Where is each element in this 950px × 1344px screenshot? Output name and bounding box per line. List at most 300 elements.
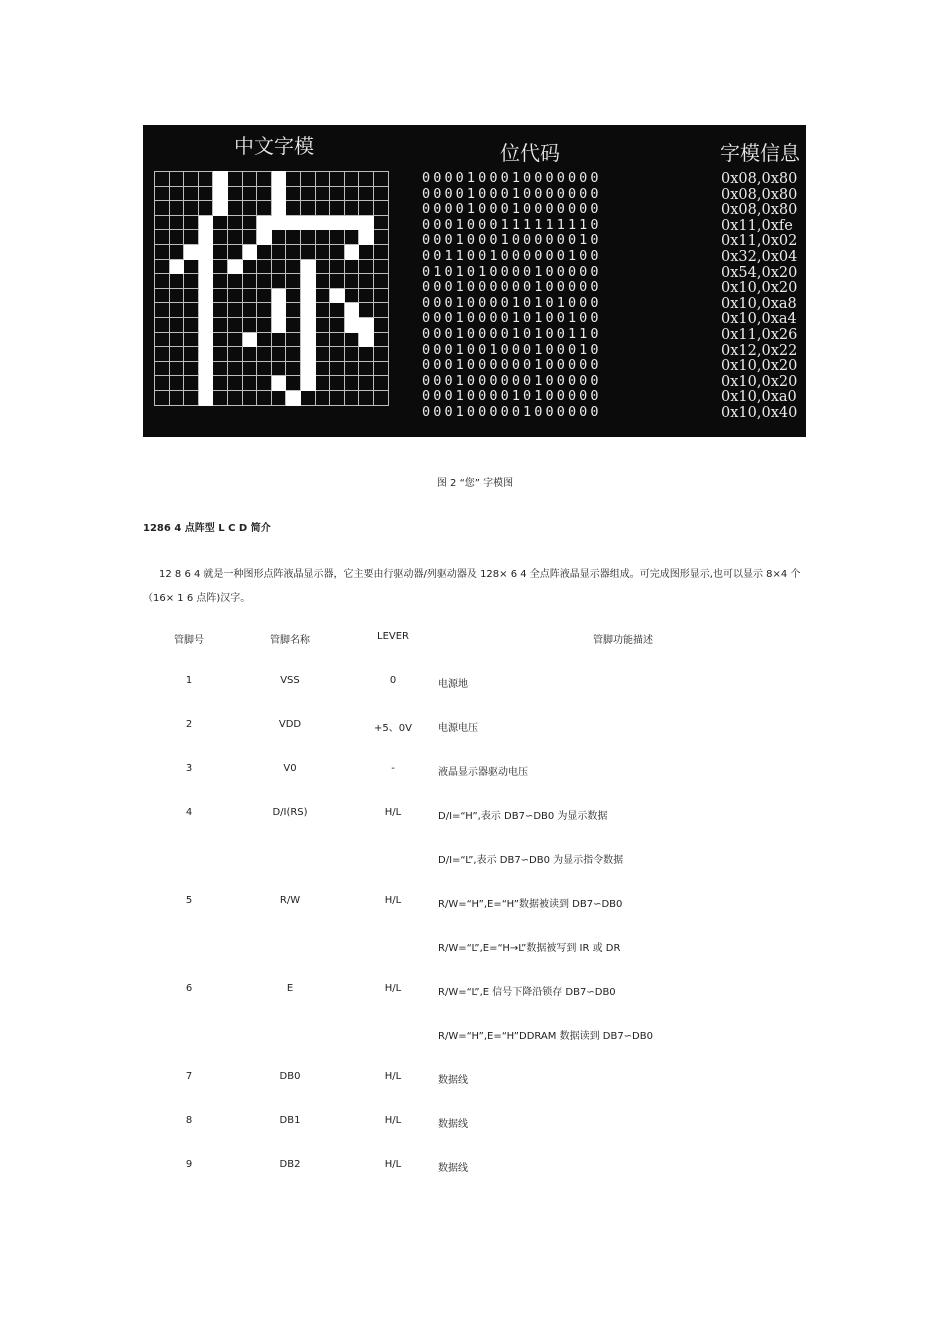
header-function: 管脚功能描述	[593, 635, 653, 646]
pin-number-cell: 8	[185, 1115, 193, 1126]
pixel-cell	[315, 274, 330, 289]
pixel-cell	[242, 259, 257, 274]
pin-name-cell: VDD	[278, 719, 302, 730]
pixel-cell	[359, 288, 374, 303]
pixel-cell	[344, 361, 359, 376]
hex-row: 0x10,0x20	[721, 358, 798, 375]
pixel-cell	[344, 230, 359, 245]
pixel-cell	[213, 230, 228, 245]
pixel-cell	[184, 347, 199, 362]
pixel-cell	[198, 347, 213, 362]
pixel-cell	[257, 390, 272, 405]
pixel-cell	[155, 215, 170, 230]
pixel-cell	[198, 317, 213, 332]
pixel-cell	[330, 259, 345, 274]
pixel-cell	[155, 186, 170, 201]
pixel-row	[155, 361, 389, 376]
pixel-cell	[300, 201, 315, 216]
pixel-cell	[227, 186, 242, 201]
pixel-cell	[169, 186, 184, 201]
pixel-cell	[315, 259, 330, 274]
pixel-cell	[373, 259, 388, 274]
pixel-cell	[169, 259, 184, 274]
pixel-cell	[184, 172, 199, 187]
pixel-cell	[300, 244, 315, 259]
pixel-cell	[213, 172, 228, 187]
pixel-cell	[344, 259, 359, 274]
pixel-cell	[373, 274, 388, 289]
pixel-cell	[286, 244, 301, 259]
pixel-cell	[359, 230, 374, 245]
pixel-cell	[359, 347, 374, 362]
pixel-cell	[373, 230, 388, 245]
pixel-cell	[271, 201, 286, 216]
pixel-cell	[315, 288, 330, 303]
pixel-cell	[271, 317, 286, 332]
bit-row: 0001000111111110	[422, 216, 602, 233]
pixel-cell	[315, 230, 330, 245]
pixel-cell	[242, 172, 257, 187]
pixel-cell	[213, 259, 228, 274]
bit-row: 0001000010100100	[422, 310, 602, 327]
pin-number-cell: 5	[185, 895, 193, 906]
table-row	[0, 1115, 950, 1131]
pixel-cell	[227, 244, 242, 259]
hex-row: 0x10,0x40	[721, 404, 798, 421]
pixel-cell	[359, 303, 374, 318]
pixel-cell	[257, 376, 272, 391]
pixel-cell	[257, 332, 272, 347]
pixel-cell	[286, 230, 301, 245]
pixel-cell	[213, 186, 228, 201]
pixel-cell	[330, 230, 345, 245]
pixel-cell	[344, 332, 359, 347]
pixel-cell	[344, 347, 359, 362]
pixel-cell	[344, 244, 359, 259]
pixel-cell	[155, 259, 170, 274]
pixel-cell	[227, 390, 242, 405]
pixel-cell	[271, 244, 286, 259]
pixel-cell	[373, 172, 388, 187]
pixel-cell	[257, 347, 272, 362]
pixel-cell	[315, 317, 330, 332]
pixel-cell	[257, 303, 272, 318]
hex-row: 0x32,0x04	[721, 248, 798, 265]
pixel-cell	[169, 347, 184, 362]
bit-row: 0001000100000010	[422, 232, 602, 249]
bit-code-block	[422, 171, 602, 421]
figure-title-bit-code: 位代码	[500, 141, 560, 165]
bit-row: 0001000010100000	[422, 388, 602, 405]
pixel-cell	[373, 347, 388, 362]
pixel-cell	[242, 332, 257, 347]
pixel-row	[155, 274, 389, 289]
pixel-cell	[242, 215, 257, 230]
function-cell: 电源地	[438, 679, 468, 690]
pixel-cell	[213, 390, 228, 405]
pixel-cell	[213, 215, 228, 230]
pixel-cell	[227, 230, 242, 245]
pixel-cell	[169, 376, 184, 391]
bit-row: 0001001000100010	[422, 341, 602, 358]
bit-row: 0011001000000100	[422, 247, 602, 264]
pixel-cell	[373, 390, 388, 405]
pixel-cell	[315, 303, 330, 318]
pixel-cell	[315, 347, 330, 362]
pixel-cell	[184, 259, 199, 274]
pixel-cell	[198, 303, 213, 318]
bit-row: 0000100010000000	[422, 185, 602, 202]
pixel-cell	[359, 259, 374, 274]
function-cell: D/I=“H”,表示 DB7∽DB0 为显示数据	[438, 811, 608, 822]
pin-number-cell: 6	[185, 983, 193, 994]
pixel-cell	[242, 390, 257, 405]
level-cell: -	[391, 763, 395, 774]
pin-name-cell: DB0	[279, 1071, 301, 1082]
pixel-cell	[330, 390, 345, 405]
intro-paragraph: 12 8 6 4 就是一种图形点阵液晶显示器，它主要由行驱动器/列驱动器及 128× 6 4 全点阵液晶显示器组成。可完成图形显示,也可以显示 8×4 个（16× 1 6 点阵)汉字。	[143, 569, 801, 604]
pixel-cell	[184, 244, 199, 259]
pixel-cell	[286, 274, 301, 289]
pixel-grid	[154, 171, 389, 406]
pixel-cell	[330, 172, 345, 187]
pixel-cell	[198, 390, 213, 405]
pixel-cell	[271, 172, 286, 187]
pixel-cell	[227, 303, 242, 318]
pin-number-cell: 7	[185, 1071, 193, 1082]
pixel-cell	[271, 274, 286, 289]
pixel-cell	[198, 201, 213, 216]
pixel-cell	[359, 361, 374, 376]
pixel-cell	[300, 259, 315, 274]
figure-title-font-info: 字模信息	[720, 141, 800, 165]
pixel-cell	[330, 317, 345, 332]
pixel-cell	[286, 390, 301, 405]
bit-row: 0001000000100000	[422, 357, 602, 374]
pixel-cell	[213, 288, 228, 303]
pixel-cell	[257, 361, 272, 376]
pixel-cell	[242, 201, 257, 216]
pixel-cell	[315, 244, 330, 259]
function-cell: 数据线	[438, 1075, 468, 1086]
bit-row: 0000100010000000	[422, 170, 602, 186]
pixel-cell	[242, 230, 257, 245]
pixel-cell	[169, 230, 184, 245]
pixel-cell	[286, 172, 301, 187]
pixel-cell	[344, 317, 359, 332]
pixel-cell	[198, 288, 213, 303]
pin-name-cell: E	[286, 983, 294, 994]
hex-row: 0x54,0x20	[721, 264, 798, 281]
pixel-cell	[184, 288, 199, 303]
function-cell: R/W=“H”,E=“H”数据被读到 DB7∽DB0	[438, 899, 623, 910]
pixel-cell	[257, 186, 272, 201]
function-cell: 电源电压	[438, 723, 478, 734]
function-cell: 液晶显示器驱动电压	[438, 767, 528, 778]
pixel-cell	[300, 303, 315, 318]
pixel-cell	[242, 244, 257, 259]
pixel-cell	[373, 288, 388, 303]
hex-row: 0x11,0x02	[721, 233, 798, 250]
pixel-cell	[184, 274, 199, 289]
pixel-row	[155, 317, 389, 332]
pixel-cell	[227, 317, 242, 332]
pixel-cell	[169, 274, 184, 289]
pixel-cell	[286, 376, 301, 391]
pixel-cell	[359, 244, 374, 259]
bit-row: 0001000000100000	[422, 279, 602, 296]
pixel-cell	[359, 201, 374, 216]
hex-row: 0x10,0xa8	[721, 295, 797, 312]
pixel-cell	[300, 230, 315, 245]
hex-row: 0x11,0x26	[721, 326, 798, 343]
pixel-cell	[213, 332, 228, 347]
pixel-cell	[271, 361, 286, 376]
pixel-cell	[271, 376, 286, 391]
pixel-cell	[227, 172, 242, 187]
pixel-cell	[286, 361, 301, 376]
hex-row: 0x08,0x80	[721, 171, 798, 187]
pixel-cell	[330, 288, 345, 303]
pixel-cell	[330, 376, 345, 391]
hex-row: 0x10,0xa4	[721, 311, 797, 328]
bit-row: 0001000010100110	[422, 325, 602, 342]
level-cell: H/L	[384, 1159, 402, 1170]
pixel-cell	[198, 186, 213, 201]
pixel-cell	[359, 317, 374, 332]
pixel-cell	[373, 215, 388, 230]
pixel-cell	[155, 172, 170, 187]
pixel-cell	[213, 317, 228, 332]
pixel-cell	[315, 172, 330, 187]
hex-row: 0x10,0x20	[721, 280, 798, 297]
pin-name-cell: V0	[283, 763, 297, 774]
header-level: LEVER	[377, 631, 409, 642]
pixel-cell	[169, 390, 184, 405]
pixel-cell	[300, 361, 315, 376]
pixel-cell	[286, 303, 301, 318]
pixel-cell	[169, 201, 184, 216]
pixel-cell	[286, 347, 301, 362]
pixel-cell	[242, 317, 257, 332]
level-cell: H/L	[384, 1071, 402, 1082]
pixel-cell	[242, 186, 257, 201]
pixel-cell	[330, 361, 345, 376]
pixel-cell	[359, 186, 374, 201]
pixel-cell	[359, 215, 374, 230]
pixel-cell	[257, 230, 272, 245]
section-heading: 1286 4 点阵型 L C D 简介	[143, 523, 271, 534]
pixel-cell	[155, 390, 170, 405]
pixel-cell	[198, 376, 213, 391]
pixel-cell	[198, 274, 213, 289]
pixel-cell	[271, 303, 286, 318]
pixel-cell	[286, 186, 301, 201]
table-row	[0, 1071, 950, 1087]
pixel-cell	[184, 201, 199, 216]
hex-row: 0x10,0x20	[721, 373, 798, 390]
pixel-cell	[344, 201, 359, 216]
pin-number-cell: 4	[185, 807, 193, 818]
function-cell: R/W=“L”,E=“H→L”数据被写到 IR 或 DR	[438, 943, 621, 954]
pin-number-cell: 2	[185, 719, 193, 730]
pixel-cell	[198, 230, 213, 245]
level-cell: 0	[389, 675, 397, 686]
pixel-cell	[257, 288, 272, 303]
pixel-cell	[373, 332, 388, 347]
pixel-cell	[227, 215, 242, 230]
pixel-cell	[315, 332, 330, 347]
table-header-row	[0, 631, 950, 647]
pixel-cell	[344, 215, 359, 230]
pixel-row	[155, 172, 389, 187]
pixel-cell	[227, 361, 242, 376]
pixel-cell	[330, 215, 345, 230]
function-cell: 数据线	[438, 1163, 468, 1174]
level-cell: H/L	[384, 1115, 402, 1126]
table-row	[0, 675, 950, 691]
hex-row: 0x08,0x80	[721, 186, 798, 203]
pixel-cell	[286, 317, 301, 332]
pixel-cell	[373, 361, 388, 376]
pin-number-cell: 1	[185, 675, 193, 686]
pixel-cell	[271, 215, 286, 230]
pixel-cell	[169, 244, 184, 259]
function-cell: 数据线	[438, 1119, 468, 1130]
table-row	[0, 807, 950, 823]
pixel-cell	[373, 317, 388, 332]
pixel-cell	[184, 332, 199, 347]
pixel-cell	[344, 376, 359, 391]
pin-number-cell: 9	[185, 1159, 193, 1170]
figure-title-chinese-font: 中文字模	[234, 134, 314, 158]
pixel-cell	[227, 274, 242, 289]
pixel-cell	[300, 347, 315, 362]
pixel-cell	[227, 376, 242, 391]
pixel-cell	[184, 317, 199, 332]
pixel-cell	[330, 274, 345, 289]
pixel-cell	[198, 259, 213, 274]
pixel-cell	[286, 201, 301, 216]
table-row	[0, 719, 950, 735]
pixel-cell	[227, 347, 242, 362]
pixel-row	[155, 259, 389, 274]
pixel-cell	[257, 244, 272, 259]
pixel-cell	[300, 274, 315, 289]
hex-row: 0x11,0xfe	[721, 217, 793, 234]
pixel-cell	[184, 390, 199, 405]
pixel-cell	[257, 259, 272, 274]
pixel-cell	[242, 288, 257, 303]
pixel-cell	[330, 244, 345, 259]
pixel-cell	[184, 186, 199, 201]
function-cell: R/W=“L”,E 信号下降沿锁存 DB7∽DB0	[438, 987, 616, 998]
pixel-cell	[330, 332, 345, 347]
pixel-cell	[271, 186, 286, 201]
pixel-cell	[227, 201, 242, 216]
pixel-cell	[271, 347, 286, 362]
pixel-cell	[213, 376, 228, 391]
pixel-cell	[271, 390, 286, 405]
pixel-cell	[184, 303, 199, 318]
pixel-cell	[169, 303, 184, 318]
pixel-cell	[373, 186, 388, 201]
pixel-cell	[315, 201, 330, 216]
pixel-cell	[330, 186, 345, 201]
pixel-cell	[300, 376, 315, 391]
pixel-cell	[286, 215, 301, 230]
pixel-cell	[359, 172, 374, 187]
pixel-cell	[242, 347, 257, 362]
pixel-cell	[198, 332, 213, 347]
pixel-cell	[155, 244, 170, 259]
pixel-cell	[155, 347, 170, 362]
pixel-cell	[169, 215, 184, 230]
pixel-cell	[213, 244, 228, 259]
bit-row: 0001000010101000	[422, 294, 602, 311]
figure-caption: 图 2 “您” 字模图	[436, 478, 514, 489]
pixel-cell	[155, 274, 170, 289]
pixel-row	[155, 201, 389, 216]
pixel-cell	[213, 347, 228, 362]
pixel-cell	[213, 201, 228, 216]
pixel-row	[155, 332, 389, 347]
pixel-cell	[242, 274, 257, 289]
pixel-cell	[227, 259, 242, 274]
pixel-row	[155, 230, 389, 245]
pixel-cell	[242, 361, 257, 376]
pixel-cell	[330, 201, 345, 216]
pixel-cell	[315, 186, 330, 201]
table-row	[0, 763, 950, 779]
pixel-cell	[271, 288, 286, 303]
pixel-cell	[257, 172, 272, 187]
bit-row: 0000100010000000	[422, 201, 602, 218]
pixel-cell	[198, 172, 213, 187]
pixel-cell	[169, 361, 184, 376]
pixel-cell	[315, 215, 330, 230]
pixel-cell	[169, 288, 184, 303]
pin-name-cell: R/W	[279, 895, 301, 906]
pixel-cell	[300, 390, 315, 405]
pixel-row	[155, 390, 389, 405]
pixel-cell	[257, 201, 272, 216]
pixel-cell	[169, 332, 184, 347]
table-row	[0, 851, 950, 867]
pin-name-cell: DB1	[279, 1115, 301, 1126]
pin-name-cell: VSS	[280, 675, 300, 686]
pixel-cell	[359, 390, 374, 405]
pixel-cell	[155, 332, 170, 347]
pixel-cell	[242, 376, 257, 391]
pixel-row	[155, 376, 389, 391]
pixel-cell	[213, 303, 228, 318]
pixel-row	[155, 215, 389, 230]
pixel-cell	[155, 317, 170, 332]
pixel-cell	[155, 361, 170, 376]
pixel-cell	[359, 332, 374, 347]
pixel-cell	[271, 259, 286, 274]
pixel-cell	[330, 347, 345, 362]
level-cell: H/L	[384, 807, 402, 818]
pixel-cell	[155, 201, 170, 216]
pixel-cell	[169, 317, 184, 332]
pixel-cell	[271, 230, 286, 245]
pixel-cell	[184, 230, 199, 245]
pixel-cell	[184, 215, 199, 230]
pixel-cell	[227, 332, 242, 347]
table-row	[0, 895, 950, 911]
